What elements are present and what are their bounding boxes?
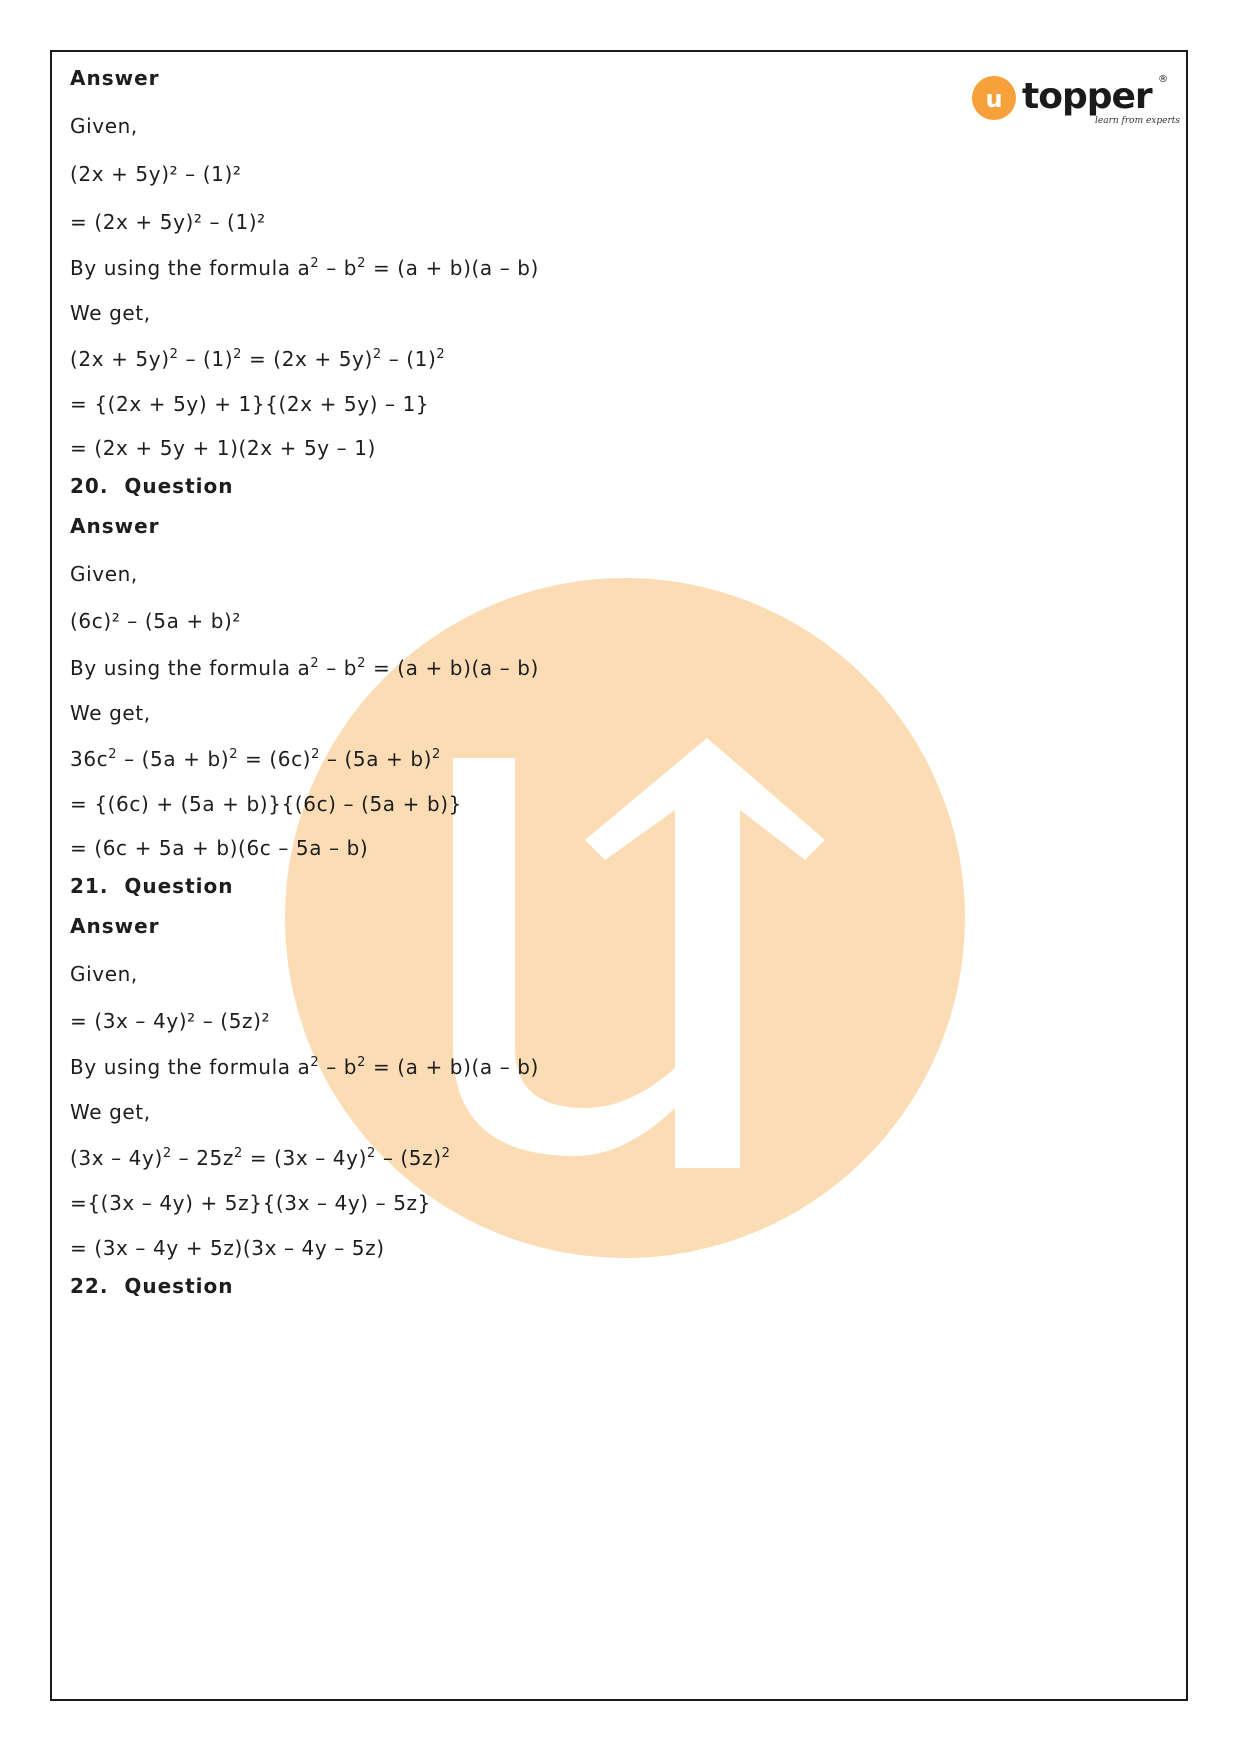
expression: (2x + 5y)² – (1)² [70,162,242,186]
expression: = (3x – 4y)² – (5z)² [70,1009,271,1033]
given-text: Given, [70,562,138,586]
we-get-text: We get, [70,1100,151,1124]
formula-line: By using the formula $a^2 - b^2 = (a + b)(a - b)$ [70,656,539,680]
working-line: = {(2x + 5y) + 1}{(2x + 5y) – 1} [70,392,430,416]
given-text: Given, [70,962,138,986]
svg-text:topper: topper [1022,76,1152,117]
expression: = (2x + 5y)² – (1)² [70,210,266,234]
result-line: = (2x + 5y + 1)(2x + 5y – 1) [70,436,376,460]
question-heading: 21. Question [70,874,234,898]
question-heading: 20. Question [70,474,234,498]
working-line: $36c^2 - (5a + b)^2 = (6c)^2 - (5a + b)^2$ [70,747,441,771]
formula-line: By using the formula $a^2 - b^2 = (a + b)(a - b)$ [70,1055,539,1079]
answer-heading: Answer [70,514,160,538]
working-line: ={(3x – 4y) + 5z}{(3x – 4y) – 5z} [70,1191,431,1215]
working-line: = {(6c) + (5a + b)}{(6c) – (5a + b)} [70,792,462,816]
formula-line: By using the formula $a^2 - b^2 = (a + b)(a - b)$ [70,256,539,280]
working-line: $(2x + 5y)^2 - (1)^2 = (2x + 5y)^2 - (1)^2$ [70,347,446,371]
result-line: = (6c + 5a + b)(6c – 5a – b) [70,836,369,860]
topper-logo [970,70,1181,130]
question-heading: 22. Question [70,1274,234,1298]
svg-text:®: ® [1158,74,1168,85]
svg-text:learn from experts: learn from experts [1095,116,1181,126]
we-get-text: We get, [70,301,151,325]
svg-text:u: u [985,85,1003,113]
answer-heading: Answer [70,914,160,938]
given-text: Given, [70,114,138,138]
result-line: = (3x – 4y + 5z)(3x – 4y – 5z) [70,1236,385,1260]
expression: (6c)² – (5a + b)² [70,609,242,633]
answer-heading: Answer [70,66,160,90]
we-get-text: We get, [70,701,151,725]
working-line: $(3x - 4y)^2 - 25z^2 = (3x - 4y)^2 - (5z)^2$ [70,1146,451,1170]
